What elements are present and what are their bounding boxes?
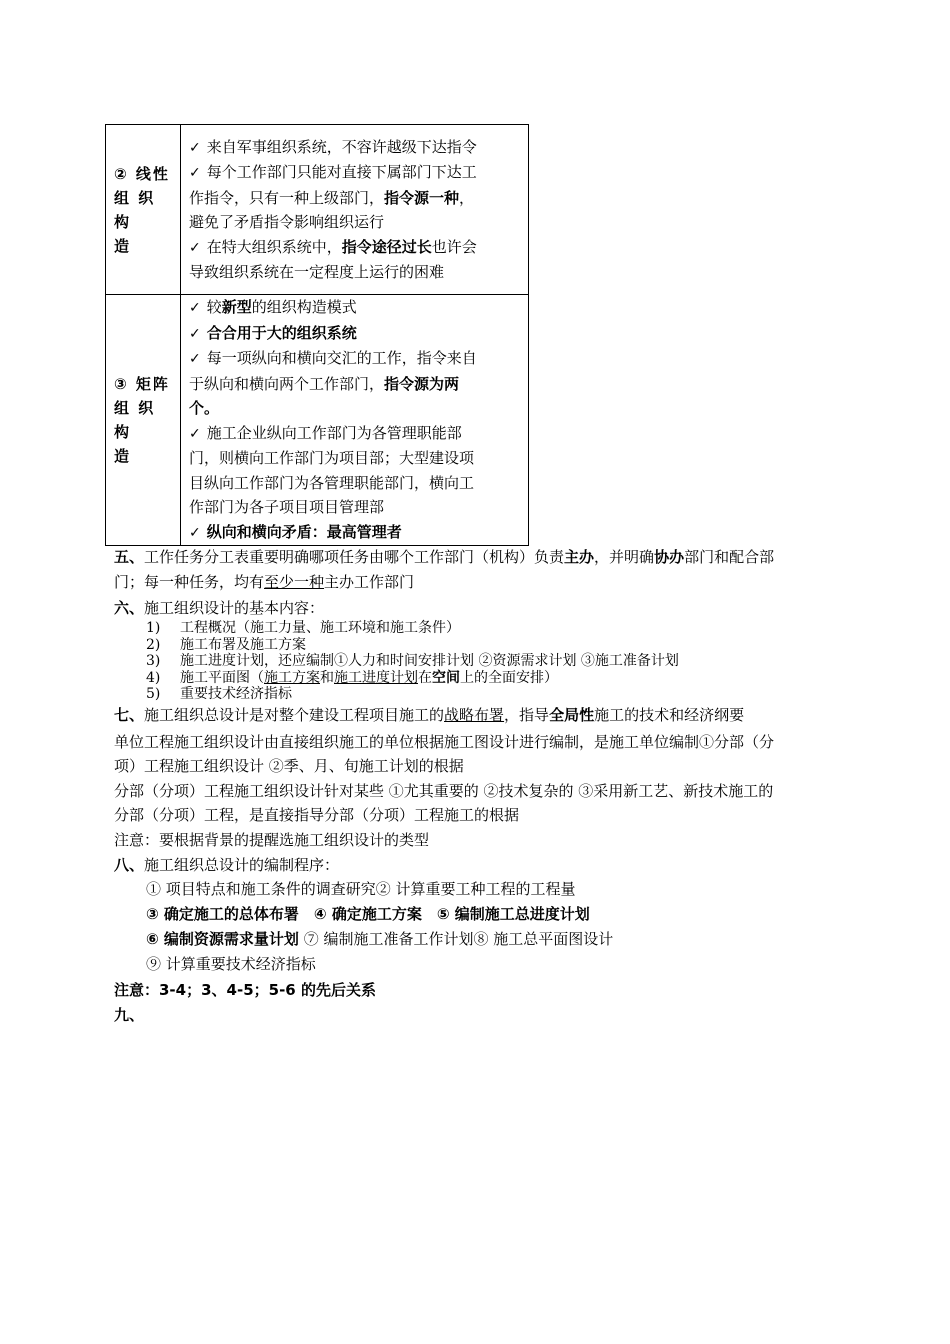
section-number: 五、 <box>114 548 145 566</box>
bullet-item: ✓ 较新型的组织构造模式 <box>189 298 357 316</box>
bullet-continuation: 避免了矛盾指令影响组织运行 <box>189 213 385 231</box>
bullet-continuation: 门，则横向工作部门为项目部；大型建设项 <box>189 449 475 467</box>
bullet-continuation: 作部门为各子项目项目管理部 <box>189 498 385 516</box>
table-row-linear <box>106 125 529 295</box>
section-7-para-2-line-1: 单位工程施工组织设计由直接组织施工的单位根据施工图设计进行编制，是施工单位编制①分部（分 <box>114 733 775 751</box>
section-number: 七、 <box>114 706 145 724</box>
list-item: 2) 施工布署及施工方案 <box>146 636 306 653</box>
section-8-title: 八、施工组织总设计的编制程序： <box>114 856 340 874</box>
step-line: ⑨ 计算重要技术经济指标 <box>146 955 316 973</box>
bullet-item: ✓ 合合用于大的组织系统 <box>189 323 357 342</box>
section-number: 六、 <box>114 599 145 617</box>
bullet-item: ✓ 每个工作部门只能对直接下属部门下达工 <box>189 163 477 181</box>
section-6-title: 六、施工组织设计的基本内容： <box>114 599 325 617</box>
label-line: 造 <box>114 236 132 255</box>
bullet-continuation: 于纵向和横向两个工作部门，指令源为两 <box>189 374 460 393</box>
section-number: 八、 <box>114 856 145 874</box>
check-icon: ✓ <box>189 524 201 541</box>
bullet-continuation: 个。 <box>189 399 220 417</box>
label-line: ③ 矩阵 <box>114 375 170 393</box>
bullet-item: ✓ 在特大组织系统中，指令途径过长也许会 <box>189 237 477 256</box>
bullet-item: ✓ 纵向和横向矛盾：最高管理者 <box>189 522 402 541</box>
section-7-para-2-line-2: 项）工程施工组织设计 ②季、月、旬施工计划的根据 <box>114 757 464 775</box>
section-6-list <box>146 620 679 703</box>
row-content-matrix <box>181 295 529 546</box>
section-7-line-1: 七、施工组织总设计是对整个建设工程项目施工的战略布署，指导全局性施工的技术和经济纲要 <box>114 706 745 724</box>
check-icon: ✓ <box>189 325 201 342</box>
bullet-item: ✓ 每一项纵向和横向交汇的工作，指令来自 <box>189 349 477 367</box>
list-item: 3) 施工进度计划，还应编制①人力和时间安排计划 ②资源需求计划 ③施工准备计划 <box>146 653 679 669</box>
table-row-matrix <box>106 295 529 546</box>
list-item: 5) 重要技术经济指标 <box>146 686 292 702</box>
label-line: ② 线性 <box>114 164 170 183</box>
section-8-steps <box>146 877 613 977</box>
step-line: ① 项目特点和施工条件的调查研究② 计算重要工种工程的工程量 <box>146 880 576 898</box>
list-item: 1) 工程概况（施工力量、施工环境和施工条件） <box>146 620 460 636</box>
label-line: 造 <box>114 447 132 465</box>
check-icon: ✓ <box>189 425 201 442</box>
row-label-matrix <box>106 295 181 546</box>
bullet-item: ✓ 来自军事组织系统，不容许越级下达指令 <box>189 137 477 156</box>
section-5-line-1: 五、工作任务分工表重要明确哪项任务由哪个工作部门（机构）负责主办，并明确协办部门和配合部 <box>114 548 775 566</box>
check-icon: ✓ <box>189 139 201 156</box>
list-item: 4) 施工平面图（施工方案和施工进度计划在空间上的全面安排） <box>146 669 558 686</box>
section-5-line-2: 门；每一种任务，均有至少一种主办工作部门 <box>114 573 415 591</box>
row-label-linear <box>106 125 181 295</box>
check-icon: ✓ <box>189 300 201 316</box>
bullet-continuation: 目纵向工作部门为各管理职能部门，横向工 <box>189 473 475 492</box>
section-7-note: 注意：要根据背景的提醒选施工组织设计的类型 <box>114 831 430 849</box>
section-8-note: 注意：3-4；3、4-5；5-6 的先后关系 <box>114 981 376 999</box>
section-7-para-3-line-1: 分部（分项）工程施工组织设计针对某些 ①尤其重要的 ②技术复杂的 ③采用新工艺、新技术施工的 <box>114 782 774 800</box>
check-icon: ✓ <box>189 165 201 181</box>
bullet-continuation: 导致组织系统在一定程度上运行的困难 <box>189 263 445 281</box>
bullet-continuation: 作指令，只有一种上级部门，指令源一种， <box>189 188 475 207</box>
check-icon: ✓ <box>189 239 201 256</box>
step-line: ③ 确定施工的总体布署 ④ 确定施工方案 ⑤ 编制施工总进度计划 <box>146 905 590 923</box>
bullet-item: ✓ 施工企业纵向工作部门为各管理职能部 <box>189 423 462 442</box>
step-line: ⑥ 编制资源需求量计划 ⑦ 编制施工准备工作计划⑧ 施工总平面图设计 <box>146 930 614 948</box>
label-line: 组 织 构 <box>114 399 156 441</box>
label-line: 组 织 构 <box>114 188 156 231</box>
section-9-heading: 九、 <box>114 1006 145 1024</box>
org-structure-table <box>105 124 529 546</box>
row-content-linear <box>181 125 529 295</box>
check-icon: ✓ <box>189 351 201 367</box>
section-7-para-3-line-2: 分部（分项）工程，是直接指导分部（分项）工程施工的根据 <box>114 806 520 824</box>
